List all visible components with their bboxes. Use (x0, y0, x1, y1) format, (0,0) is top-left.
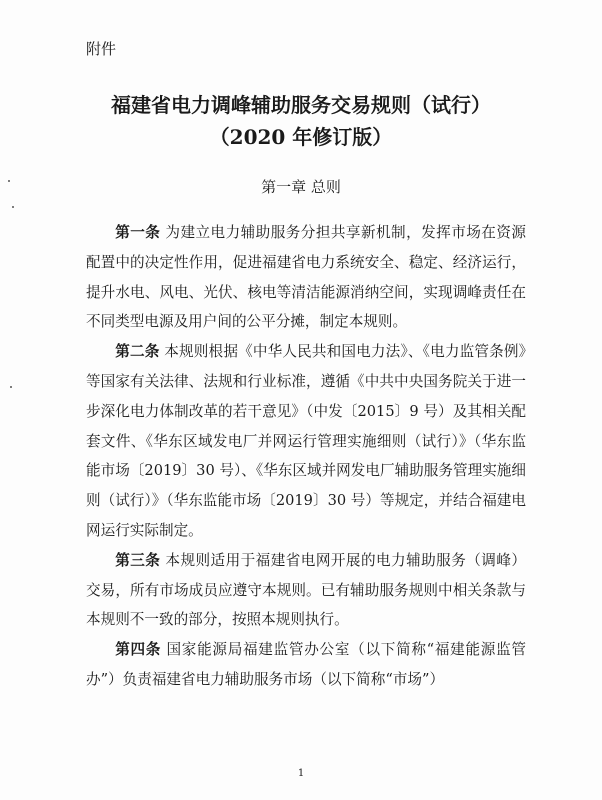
article-2-text: 本规则根据《中华人民共和国电力法》、《电力监管条例》等国家有关法律、法规和行业标准，遵循《中共中央国务院关于进一步深化电力体制改革的若干意见》（中发〔2015〕9 号）及其相关配套文件、《华东区域发电厂并网运行管理实施细则（试行）》（华东监能市场〔2019〕30 号）、《华东区域并网发电厂辅助服务管理实施细则（试行）》（华东监能市场〔2019〕30 号）等规定，并结合福建电网运行实际制定。 (86, 343, 526, 539)
article-4 (86, 635, 526, 695)
scan-speck (12, 206, 14, 208)
article-2-label: 第二条 (115, 343, 160, 361)
article-1-text: 为建立电力辅助服务分担共享新机制，发挥市场在资源配置中的决定性作用，促进福建省电力系统安全、稳定、经济运行，提升水电、风电、光伏、核电等清洁能源消纳空间，实现调峰责任在不同类型电源及用户间的公平分摊，制定本规则。 (86, 224, 526, 331)
article-4-text: 国家能源局福建监管办公室（以下简称“福建能源监管办”）负责福建省电力辅助服务市场（以下简称“市场”） (86, 641, 526, 688)
article-1-label: 第一条 (115, 224, 161, 241)
article-body (86, 218, 526, 695)
scan-speck (8, 180, 10, 182)
scan-speck (10, 386, 12, 388)
article-1 (86, 218, 526, 337)
article-3-label: 第三条 (115, 551, 161, 569)
article-3 (86, 546, 526, 635)
article-3-text: 本规则适用于福建省电网开展的电力辅助服务（调峰）交易，所有市场成员应遵守本规则。已有辅助服务规则中相关条款与本规则不一致的部分，按照本规则执行。 (86, 551, 526, 629)
attachment-label: 附件 (86, 40, 117, 58)
chapter-heading: 第一章 总则 (261, 178, 341, 196)
article-4-label: 第四条 (115, 641, 162, 659)
article-2 (86, 337, 526, 546)
document-subtitle: （2020 年修订版） (209, 125, 393, 149)
document-title: 福建省电力调峰辅助服务交易规则（试行） (111, 93, 491, 117)
page-number: 1 (297, 768, 305, 779)
